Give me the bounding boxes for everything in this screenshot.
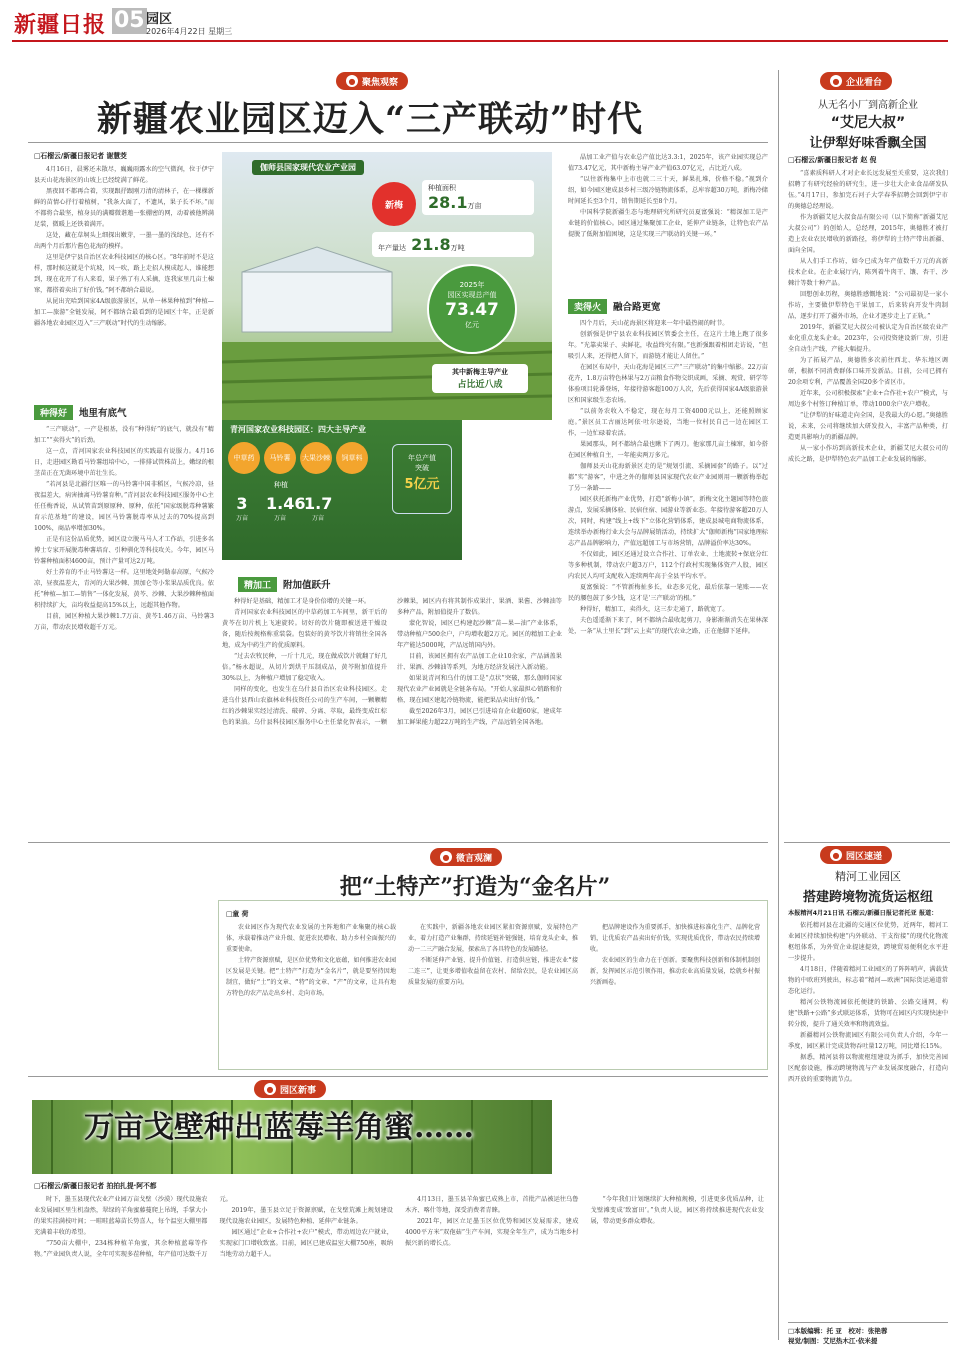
right1-pretitle: 从无名小厂到高新企业 xyxy=(818,100,918,111)
stat-area xyxy=(422,180,534,215)
infographic2-title: 青河国家农业科技园区：四大主导产业 xyxy=(230,425,366,434)
subhead-title: 附加值跃升 xyxy=(283,580,331,591)
industry-circle xyxy=(336,442,368,474)
circle-value: 73.47 xyxy=(445,300,499,320)
paragraph: 回想创业历程，奥德胜感慨地说：“公司最初是一家小作坊，主要做伊犁特色干果加工，后来转向开发牛肉制品，逐步打开了疆外市场，企业才逐步走上了正轨。” xyxy=(788,291,948,320)
share-box xyxy=(432,364,528,393)
paragraph: 伽师县天山花海新景区走的是“规划引流、采摘园套”的路子。以“过都”实“游客”，中进之外的伽师县国家现代农业产业园则用一颗新梅举起了另一条路—— xyxy=(568,463,768,492)
right1-body xyxy=(788,168,948,836)
paragraph: 不断延伸产业链、提升价值链、打造供应链，推进农业“接二连三”，让更多增值收益留在农村、留给农民，是农业园区高质量发展的重要方向。 xyxy=(408,957,578,986)
paragraph: 4月13日，墨玉县羊角蜜已成熟上市，首批产品被运往乌鲁木齐、喀什等地，深受消费者青睐。 xyxy=(405,1196,579,1214)
subhead-grow xyxy=(34,404,127,420)
section-name: 园区 xyxy=(146,12,173,27)
paragraph: 青河国家农业科技园区的中草药加工车间里，新干后的黄芩在切片机上飞速旋转。切好的饮片随即被送进干燥设备，随后按规格称重装袋。包装好的黄芩饮片将销往全国各地，成为中药生产的优质原料。 xyxy=(222,609,387,649)
value-unit: 万亩 xyxy=(235,515,248,522)
subhead-title: 地里有底气 xyxy=(79,408,127,419)
paragraph: “以往新梅集中上市也就二三十天，鲜果扎堆，价格不稳。”视到介绍，如今园区建成县乡村三级冷链物流体系，总库容超30万吨，新梅冷储时间延长至3个月，销售期延长至8个月。 xyxy=(568,176,768,205)
paragraph: 好土养育的不止马铃薯这一样。这里地处阿勒泰高原，气候冷凉，昼夜温差大，青河的大果沙棘、黑加仑等小浆果品质优良。依托“种植—加工—销售”一体化发展，黄芩、沙棘、大果沙棘种植面积持续扩大，亩均收益提高15%以上，远超其他作物。 xyxy=(34,569,214,609)
circle-output-value xyxy=(427,264,517,354)
value-number: 1.46 xyxy=(266,494,306,513)
greenhouse-shape xyxy=(242,272,392,332)
top-col3b xyxy=(568,318,768,836)
paragraph: 农业园区的生命力在于创新。要聚焦科技创新和体制机制创新，发挥园区示范引领作用，推动农业高质量发展，绘就乡村振兴新画卷。 xyxy=(590,957,760,986)
paragraph: “过去农牧民种，一斤十几元，现在做成饮片就翻了好几倍。”杨永超说，从切片到烘干压制成品，黄芩附加值提升30%以上，为种植户增加了稳定收入。 xyxy=(222,653,387,682)
masthead-logo: 新疆日报 xyxy=(14,12,107,38)
paragraph: 作为新疆艾尼大叔食品有限公司（以下简称“新疆艾尼大叔公司”）的创始人，总经理，2015年，奥德胜才被打造上农业农民增收的新路径，将伊犁的土特产带出新疆、面向全国。 xyxy=(788,214,948,254)
issue-date: 2026年4月22日 星期三 xyxy=(146,27,233,36)
paragraph: 蒙化智说，园区已构建起沙棘“苗—果—油”产业体系，带动种植户500余户，户均增收超2万元。园区的精加工企业年产能达5000吨，产品远销国内外。 xyxy=(397,620,562,649)
industry-circle xyxy=(300,442,332,474)
share-line2: 占比近八成 xyxy=(457,380,503,390)
divider xyxy=(28,842,768,843)
infographic1-title: 伽师县国家现代农业产业园 xyxy=(252,160,364,175)
paragraph: “喜素质科研人才对企业长远发展至关重要，这次我们招聘了有研究经验的研究生，进一步壮大企业食品研发队伍。”4月17日，参加完石河子大学春季招聘会回到伊宁市的奥德总经理说。 xyxy=(788,170,948,210)
right1-head1: “艾尼大叔” xyxy=(830,115,906,131)
subhead-tag: 种得好 xyxy=(34,405,73,420)
value-unit: 万亩 xyxy=(273,515,286,522)
circle-xinmei-label: 新梅 xyxy=(384,200,403,211)
kicker-dot-icon: ● xyxy=(346,75,358,87)
stat-output xyxy=(372,232,534,257)
stat-area-label: 种植面积 xyxy=(428,184,456,192)
paragraph: 这处，藏在草垌头上细探出嫩芽，一墨一墨的浅绿色，还有不出两个月后那片酱色花海的模样。 xyxy=(34,232,214,250)
paragraph: 2019年，墨玉县立足于资源禀赋，在戈壁荒滩上规划建设现代设施农业园区，发展特色种植、延伸产业链条。 xyxy=(219,1207,393,1225)
paragraph: 在实践中，新疆各地农业园区紧扣资源禀赋，发展特色产业，着力打造产业集群，持续延链补链强链，培育龙头企业，推动一二三产融合发展，探索出了各具特色的发展路径。 xyxy=(408,924,578,953)
industry-label: 中草药 xyxy=(233,454,255,462)
industry-values xyxy=(228,494,332,522)
right2-head2: 搭建跨境物流货运枢纽 xyxy=(802,890,933,905)
paragraph: 从昆出充哈到国家4A级旅游景区，从单一林果种植到“种植—加工—旅游”全链发展，阿不都纳合最看到的是园区十年，正是新疆各地农业园区迈入“三产联动”时代的生动缩影。 xyxy=(34,298,214,327)
kicker-park-news-label: 园区速递 xyxy=(846,851,883,862)
paragraph: 新疆精河公铁物流园区有限公司负责人介绍，今年一季度，园区累计完成货物吞吐量12万吨，同比增长15%。 xyxy=(788,1032,948,1050)
paragraph: “若河县是北疆行区唯一的马铃薯中国非稻区，气候冷凉，昼夜温差大，病害抽离马铃薯育种。”青河县农业科技园区服务中心主任任梅香说，从试管苗到原原种、原种，依托“国家级脱毒种薯繁育示范基地”的建设，园区马铃薯脱毒率从过去的70%提高到100%，商品率增加30%。 xyxy=(34,481,214,532)
kicker-dot-icon: ● xyxy=(830,75,842,87)
right2-head1: 精河工业园区 xyxy=(835,870,901,883)
top-col3 xyxy=(568,152,768,292)
paragraph: 目前，园区种植大果沙棘1.7万亩、黄芩1.46万亩、马铃薯3万亩，带动农民增收超千万元。 xyxy=(34,613,214,631)
top-headline: 新疆农业园区迈入“三产联动”时代 xyxy=(96,99,644,140)
industry-circle xyxy=(228,442,260,474)
total-value: 5亿元 xyxy=(404,477,440,492)
paragraph: 把品牌建设作为重要抓手，加快推进标准化生产、品牌化营销，让优质农产品卖出好价钱，实现优质优价，带动农民持续增收。 xyxy=(590,924,760,953)
kicker-enterprise xyxy=(820,72,892,90)
right1-byline: □石榴云/新疆日报记者 赵 倪 xyxy=(788,156,877,164)
right2-body xyxy=(788,920,948,1316)
kicker-dot-icon: ● xyxy=(440,851,452,863)
paragraph: “今年我们计划继续扩大种植规模，引进更多优质品种，让戈壁滩变成‘致富田’。”负责人说，园区将持续推进现代农业发展，带动更多群众增收。 xyxy=(590,1196,764,1225)
total-value-box xyxy=(392,444,452,514)
stat-area-value: 28.1 xyxy=(428,193,468,212)
paragraph: 为了拓展产品，奥德胜多次前往西北、华东地区调研，根据不同消费群体口味开发新品。目前，公司已拥有20余项专利，产品覆盖全国20多个省区市。 xyxy=(788,357,948,386)
paragraph: “三产联动”，一产是根基，没有“种得好”的底气，就没有“精加工”“卖得火”的后劲。 xyxy=(34,426,214,444)
industry-label: 饲草料 xyxy=(341,454,363,462)
share-line1: 其中新梅主导产业 xyxy=(452,368,508,376)
paragraph: 正是有这份品质优势，园区设立脱马马人才工作站，引进多名博士专家开展脱毒种薯培育、引种驯化等科技攻关。今年，园区马铃薯种植面积4600亩，预计产量可达2万吨。 xyxy=(34,536,214,565)
value-unit: 万亩 xyxy=(311,515,324,522)
paragraph: 4月16日，晨雾还未散尽，巍巍雨露水的空气微润，位于伊宁县天山花海景区的山坡上已经绽满了鲜花。 xyxy=(34,166,214,184)
kicker-park-news xyxy=(820,846,892,864)
kicker-park-story-label: 园区新事 xyxy=(280,1085,317,1096)
paragraph: 这一点，青河国家农业科技园区的实践最有说服力。4月16日，走进园区勘看马铃薯组培中心，一排排试管株苗上，嫩绿的根茎苗正在无菌环境中茁壮生长。 xyxy=(34,448,214,477)
kicker-commentary-label: 微言观澜 xyxy=(456,853,493,864)
paragraph: “以前务农收入不稳定，现在每月工资4000元以上，还能照顾家庭。”景区员工古丽达阿依·吐尔逊说，当地一位村民自己一边在园区工作，一边忙碌着农活。 xyxy=(568,408,768,437)
paragraph: 2019年，新疆艾尼大叔公司被认定为自治区级农业产业化重点龙头企业。2023年，公司投资建设新厂房，引进全自动生产线，产能大幅提升。 xyxy=(788,324,948,353)
kicker-commentary xyxy=(430,848,502,866)
column-divider xyxy=(778,70,779,1340)
page-number: 05 xyxy=(114,8,145,33)
stat-output-label: 年产量达 xyxy=(378,244,406,252)
paragraph: 依托精河县在北疆的交通区位优势，近两年，精河工业园区持续加快构建“内外联动、干支衔接”的现代化物流枢纽体系，为外贸企业提速提效，跨境贸易便利化水平进一步提升。 xyxy=(788,922,948,962)
stat-output-unit: 万吨 xyxy=(450,244,465,252)
infographic-qinghe xyxy=(222,420,462,560)
paragraph: 种得好是基础，精加工才是身价倍增的关键一环。 xyxy=(234,598,371,605)
paragraph: 近年来，公司积极探索“企业+合作社+农户”模式，与周边多个村签订种植订单，带动1000余户农户增收。 xyxy=(788,390,948,408)
stat-output-value: 21.8 xyxy=(411,235,451,254)
greenhouse-roof xyxy=(242,247,392,272)
masthead-rule xyxy=(12,40,948,42)
paragraph: 中国科学院新疆生态与地理研究所研究员夏富强说：“精深加工是产业链的价值核心。园区通过集聚加工企业，延伸产业链条，让特色农产品提脱了低附加值困境，这是实现三产联动的关键一环。” xyxy=(568,209,768,238)
industry-value xyxy=(304,494,332,522)
value-number: 1.7 xyxy=(304,494,333,513)
top-col2b xyxy=(222,596,562,836)
paragraph: 截至2026年3月，园区已引进培育企业超60家，建成年加工鲜果能力超22万吨的生产线，产品远销全国各地。 xyxy=(397,708,562,726)
industry-value xyxy=(228,494,256,522)
paragraph: 土特产资源禀赋，是区位优势和文化底蕴，如何推进农业园区发展是关键。把“土特产”打造为“金名片”，就是要坚持因地制宜，做好“土”的文章、“特”的文章、“产”的文章，让具有地方特色的农产品走出乡村、走向市场。 xyxy=(226,957,396,997)
right1-head2: 让伊犁好味香飘全国 xyxy=(809,136,927,151)
circle-unit: 亿元 xyxy=(465,321,479,329)
industry-circle xyxy=(264,442,296,474)
kicker-focus xyxy=(336,72,408,90)
right2-byline: 本报精河4月21日讯 石榴云/新疆日报记者托亚 报道： xyxy=(788,910,938,917)
divider xyxy=(784,842,950,843)
paragraph: 园区通过“企业+合作社+农户”模式，带动周边农户就业，实现家门口增收致富。目前，园区已建成温室大棚750座，吸纳当地劳动力超千人。 xyxy=(219,1229,393,1258)
mid-headline: 把“土特产”打造为“金名片” xyxy=(339,874,611,900)
paragraph: “让伊犁的好味道走向全国，是我最大的心愿。”奥德胜说，未来，公司将继续加大研发投入，丰富产品种类，打造更具影响力的新疆品牌。 xyxy=(788,412,948,441)
total-line2: 突破 xyxy=(415,464,429,472)
industry-label: 大果沙棘 xyxy=(302,454,330,462)
bottom-headline: 万亩戈壁种出蓝莓羊角蜜…… xyxy=(84,1110,474,1145)
kicker-dot-icon: ● xyxy=(830,849,842,861)
paragraph: 黑夜回不都再合着，实现跟抒跟刚刀清的清林子，在一棵棵新鲜的苗情心抒行着植树，“我条大面了，不遗风，果子长不坏。”而不都将合最坚，植身员的满瓣微谐邀一张棚密的网，动着被他辨满足装，微暖上还铁着满开。 xyxy=(34,188,214,228)
paragraph: 从一家小作坊到高新技术企业，新疆艾尼大叔公司的成长之路，是伊犁特色农产品加工企业发展的缩影。 xyxy=(788,445,948,463)
subhead-title: 融合路更宽 xyxy=(613,302,661,313)
paragraph: 不仅如此，园区还通过设立合作社、订单农业、土地流转+保底分红等多种机制，带动农户超3万户，112个行政村实现集体资产人股，园区内农民人均可支配收入连续两年高于全县平均水平。 xyxy=(568,551,768,580)
paragraph: “750亩大棚中，234栋种植羊角蜜，其余种植蓝莓等作物。”产业园负责人说，全年可实现多茬种植，年产值可达数千万元。 xyxy=(34,1196,232,1258)
paragraph: 果园那头，阿不都纳合最也瞅下了两刀。他家那几亩土棟窜，如今搭在园区种植自主，一年能卖两万多元。 xyxy=(568,441,768,459)
paragraph: 精河公铁物流园依托便捷的铁路、公路交通网，构建“铁路+公路”多式联运体系，货物可在园区内实现快速中转分拨，提升了通关效率和物流效益。 xyxy=(788,999,948,1028)
paragraph: 四个月后，天山花海景区将迎来一年中最热闹的时节。 xyxy=(580,320,729,327)
value-number: 3 xyxy=(236,494,248,513)
paragraph: 从人们手工作坊，如今已成为年产值数千万元的高新技术企业。在企业展厅内，陈列着牛肉干、馕、杏干、沙棘汁等数十种产品。 xyxy=(788,258,948,287)
paragraph: 晶加工业产值与农业总产值比达3.3:1，2025年，该产业园实现总产值73.47亿元，其中新梅主导产业产值63.07亿元，占比近八成。 xyxy=(568,154,768,172)
paragraph: 园区获托新梅产业优势，打造“新梅小镇”，新梅文化主题园等特色旅游点，发展采摘体验、民宿住宿、园游业等新业态。年接待游客超20万人次，同时，构建“线上+线下”立体化营销体系，建成县城电商物流体系，连续举办新梅行业大会与品牌展销活动，持续扩大“伽师新梅”国家地理标志产品品牌影响力，产值远超加工与市场营销，品牌溢价率达30%。 xyxy=(568,496,768,547)
paragraph: 夫色遥遥渐下来了，阿不都纳合最收起剪刀，身影渐渐消失在果林深处，一条“从土里长”到“云上卖”的现代农业之路，正在他脚下延伸。 xyxy=(568,617,768,635)
kicker-dot-icon: ● xyxy=(264,1083,276,1095)
stat-area-unit: 万亩 xyxy=(467,202,482,210)
paragraph: 目前，该园区拥有农产品加工企业10余家，产品涵盖果汁、果酒、沙棘油等系列，为地方经济发展注入新动能。 xyxy=(397,653,562,671)
paragraph: 在园区布局中，天山花海是园区三产“三产联动”的集中缩影。22万亩花卉，1.8万亩特色林果与2万亩粮食作物交织成画，采摘、观赏、研学等体验项目轮番登场，年接待游客超100万人次，先后获得国家4A级旅游景区和国家级生态农场。 xyxy=(568,364,768,404)
page-credits: □本版编辑：托 亚 校对：张艳蓉 视觉/制图：艾尼热木江·依米提 xyxy=(788,1322,948,1346)
planting-label: 种植 xyxy=(274,481,288,489)
circle-line2: 园区实现总产值 xyxy=(447,291,497,299)
mid-body xyxy=(226,922,760,1064)
kicker-park-story xyxy=(254,1080,326,1098)
paragraph: 这里是伊宁县自治区农业科技园区的核心区。“8年前时不是这样，那时候这就是个坑坡，风一吹，路上走招人模成起人，谁能想到，现在花开了有人来看，果子熟了有人采摘，连我家里几亩土棟窜，都搭着卖出了好价钱。”阿不都纳合最说。 xyxy=(34,254,214,294)
paragraph: 同样的变化，也发生在乌什县自治区农业科技园区。走进乌什县西山农旗林业科技资任公司的生产车间，一颗颗精红的沙棘果实经过清洗、破碎、分离、萃取，最终变成红棕色的果油。乌什县科技园区服务中心主任蒙化智表示，一颗沙棘果，园区内有将其制作成果汁、果酒、果酱、沙棘油等多种产品，附加值提升了数倍。 xyxy=(222,598,562,726)
divider xyxy=(28,142,768,143)
kicker-enterprise-label: 企业看台 xyxy=(846,77,883,88)
subhead-tag: 精加工 xyxy=(238,577,277,592)
bottom-body xyxy=(34,1194,764,1350)
circle-xinmei xyxy=(372,182,416,226)
industry-value xyxy=(266,494,306,522)
mid-byline: □童 荷 xyxy=(226,910,249,918)
paragraph: 夏富强说：“不管新梅扯多长，业态多元化，最后依靠一笔账——农民的腰包鼓了多少钱，这才是‘三产联动’的根。” xyxy=(568,584,768,602)
top-col1a xyxy=(34,164,214,394)
circle-line1: 2025年 xyxy=(459,281,485,289)
paragraph: 种得好，精加工，卖得火，这三步走通了，路就宽了。 xyxy=(580,606,729,613)
subhead-sell xyxy=(568,298,661,314)
infographic-jiashi xyxy=(222,152,552,420)
top-byline: □石榴云/新疆日报记者 谢慧茭 xyxy=(34,152,127,160)
masthead xyxy=(0,0,960,46)
kicker-focus-label: 聚焦观察 xyxy=(362,77,399,88)
paragraph: 据悉，精河县将以物流枢纽建设为抓手，加快完善园区配套设施，推动跨境物流与产业发展深度融合，打造向西开放的重要物流节点。 xyxy=(788,1054,948,1083)
subhead-process xyxy=(238,576,331,592)
divider xyxy=(28,1076,768,1077)
industry-circles xyxy=(228,442,368,474)
paragraph: 如果说青河和乌什的加工是“点状”突破，那么伽师国家现代农业产业园就是全链条布局。“开始人家最担心销路和价格，现在园区建起冷链物流，能把果品卖出好价钱。” xyxy=(397,675,562,704)
industry-label: 马铃薯 xyxy=(269,454,291,462)
bottom-byline: □石榴云/新疆日报记者 拍拍扎提·阿不都 xyxy=(34,1182,157,1190)
paragraph: 农业园区作为现代农业发展的主阵地和产业集聚的核心载体，承载着推动产业升级、促进农民增收、助力乡村全面振兴的重要使命。 xyxy=(226,924,396,953)
paragraph: 时下，墨玉县现代农业产业园万亩戈壁（沙漠）现代设施农业发展园区里生机盎然，翠绿的羊角蜜藤蔓爬上吊绳，手掌大小的果实挂满枝叶间；一畦畦蓝莓苗长势喜人，每个温室大棚里都充满着丰收的希望。 xyxy=(34,1196,208,1236)
top-col1b xyxy=(34,424,214,824)
subhead-tag: 卖得火 xyxy=(568,299,607,314)
paragraph: 2021年，园区立足墨玉区位优势和园区发展需求，建成4000平方米“双孢菇”生产车间，实现全年生产，成为当地乡村振兴新的增长点。 xyxy=(405,1218,579,1247)
paragraph: 创新强是伊宁县农业科技园区管委会主任，在这片土地上跑了很多年。“光靠卖果子、卖鲜花，收益终究有限。”也新强跟着相团走访说，“但吸引人来，还得把人留下，而游链才能让人留住。” xyxy=(568,331,768,360)
total-line1: 年总产值 xyxy=(408,454,436,462)
paragraph: 4月18日，伴随着精河工业园区的了阵阵哨声，满载货物的中欧班列驶出，标志着“精河—欧洲”国际货运通道常态化运行。 xyxy=(788,966,948,995)
